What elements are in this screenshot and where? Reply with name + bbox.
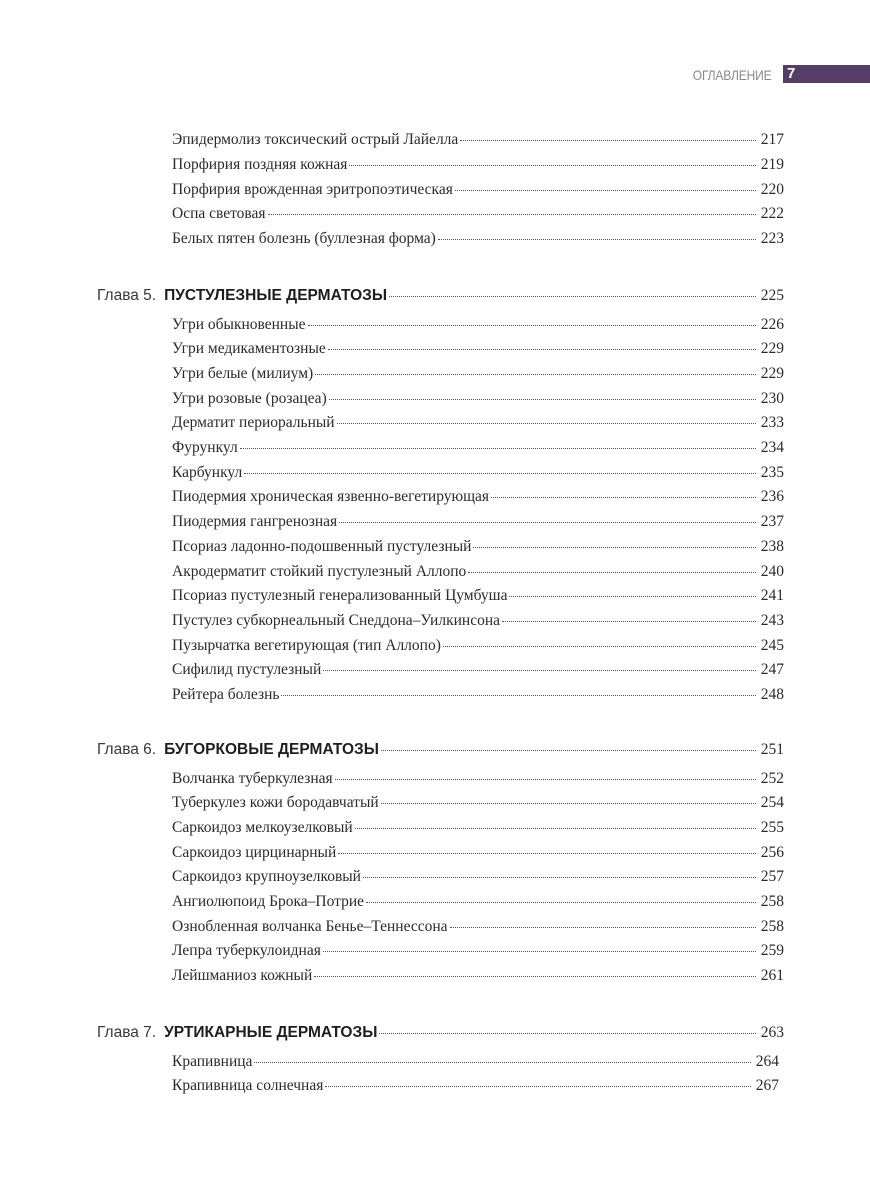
toc-entry-row[interactable] [172,683,784,705]
entry-title: Оспа световая [172,204,266,222]
page-ref: 267 [755,1077,779,1095]
entry-title: Лейшманиоз кожный [172,967,313,985]
entry-title: Ангиолюпоид Брока–Потрие [172,893,365,910]
entry-title: Пиодермия гангренозная [172,513,338,531]
toc-entry-row[interactable] [172,152,784,174]
toc-entry-row[interactable] [172,939,784,961]
dot-leader [337,408,756,425]
chapter-title: ПУСТУЛЕЗНЫЕ ДЕРМАТОЗЫ [164,286,388,304]
dot-leader [325,1071,751,1088]
page-number-tab [783,65,870,83]
entry-title: Дерматит периоральный [172,414,335,432]
page-ref: 252 [760,769,784,787]
dot-leader [473,531,756,548]
toc-entry-row[interactable] [172,964,784,986]
toc-entry-row[interactable] [172,633,784,655]
chapter-label: Глава 5. [97,286,157,304]
dot-leader [502,605,756,622]
page-ref: 257 [760,868,784,886]
dot-leader [268,198,756,215]
dot-leader [443,630,756,647]
section-title: ОГЛАВЛЕНИЕ [692,67,771,83]
page-ref: 254 [760,794,784,812]
entry-title: Порфирия поздняя кожная [172,155,348,173]
page-ref: 258 [760,893,784,910]
page-ref: 229 [760,364,784,382]
dot-leader [328,334,756,351]
entry-title: Эпидермолиз токсический острый Лайелла [172,130,459,148]
toc-entry-row[interactable] [172,791,784,813]
page-ref: 235 [760,463,784,481]
page-ref: 256 [760,843,784,861]
page-ref: 238 [760,537,784,555]
entry-title: Угри белые (милиум) [172,364,314,382]
page-ref: 264 [755,1052,779,1070]
page-number: 7 [787,65,796,82]
page-ref: 230 [760,389,784,407]
toc-entry-row[interactable] [172,226,784,248]
entry-title: Пиодермия хроническая язвенно-вегетирующая [172,488,490,506]
entry-title: Крапивница солнечная [172,1077,324,1095]
dot-leader [349,149,756,166]
page-ref: 236 [760,488,784,506]
chapter-label: Глава 7. [97,1023,157,1041]
dot-leader [491,482,756,499]
toc-entry-row[interactable] [172,485,784,507]
toc-entry-row[interactable] [172,127,784,149]
chapter-title: УРТИКАРНЫЕ ДЕРМАТОЗЫ [164,1023,378,1041]
toc-entry-row[interactable] [172,460,784,482]
chapter-title: БУГОРКОВЫЕ ДЕРМАТОЗЫ [164,740,379,758]
dot-leader [455,174,756,191]
page-ref: 219 [760,155,784,173]
dot-leader [281,680,756,697]
dot-leader [314,961,756,978]
toc-entry-row[interactable] [172,815,784,837]
page-ref: 217 [760,130,784,148]
entry-title: Угри медикаментозные [172,340,326,358]
dot-leader [366,887,756,904]
toc-entry-row[interactable] [172,1049,779,1071]
dot-leader [468,556,756,573]
toc-entry-row[interactable] [172,890,784,912]
toc-entry-row[interactable] [172,584,784,606]
toc-entry-row[interactable] [172,337,784,359]
dot-leader [323,936,756,953]
dot-leader [355,812,756,829]
dot-leader [329,383,756,400]
toc-entry-row[interactable] [172,411,784,433]
page-ref: 245 [760,636,784,654]
page-ref: 241 [760,587,784,605]
page-ref: 222 [760,204,784,222]
page-ref: 255 [760,818,784,836]
entry-title: Порфирия врожденная эритропоэтическая [172,180,453,198]
entry-title: Сифилид пустулезный [172,661,322,679]
page-ref: 226 [760,315,784,333]
toc-entry-row[interactable] [172,361,784,383]
entry-title: Угри розовые (розацеа) [172,389,327,407]
toc-chapter-row[interactable] [97,1020,784,1042]
entry-title: Белых пятен болезнь (буллезная форма) [172,229,436,247]
dot-leader [381,734,756,751]
chapter-label: Глава 6. [97,740,157,758]
page-ref: 243 [760,611,784,629]
running-header [0,65,870,84]
toc-entry-row[interactable] [172,658,784,680]
toc-entry-row[interactable] [172,914,784,936]
toc-entry-row[interactable] [172,840,784,862]
entry-title: Рейтера болезнь [172,686,280,703]
dot-leader [389,280,756,297]
page-ref: 251 [760,740,784,758]
dot-leader [308,309,756,326]
entry-title: Акродерматит стойкий пустулезный Аллопо [172,562,467,580]
page-ref: 237 [760,513,784,531]
entry-title: Туберкулез кожи бородавчатый [172,794,379,812]
page-ref: 240 [760,562,784,580]
dot-leader [450,911,756,928]
dot-leader [460,124,756,141]
page-ref: 220 [760,180,784,198]
entry-title: Волчанка туберкулезная [172,769,333,787]
page-ref: 259 [760,942,784,960]
dot-leader [363,862,756,879]
dot-leader [381,788,756,805]
page-ref: 248 [760,686,784,703]
toc-entry-row[interactable] [172,865,784,887]
toc-chapter-row[interactable] [97,737,784,759]
dot-leader [509,581,756,598]
page-ref: 247 [760,661,784,679]
entry-title: Карбункул [172,463,243,481]
toc-entry-row[interactable] [172,201,784,223]
entry-title: Пузырчатка вегетирующая (тип Аллопо) [172,636,441,654]
page-ref: 223 [760,229,784,247]
dot-leader [244,457,756,474]
entry-title: Саркоидоз мелкоузелковый [172,818,353,836]
dot-leader [315,358,756,375]
toc-entry-row[interactable] [172,177,784,199]
entry-title: Ознобленная волчанка Бенье–Теннессона [172,917,448,935]
entry-title: Саркоидоз цирцинарный [172,843,337,861]
page-ref: 234 [760,439,784,456]
toc-entry-row[interactable] [172,510,784,532]
page-ref: 225 [760,286,784,304]
dot-leader [323,655,756,672]
page-ref: 233 [760,414,784,432]
page-ref: 263 [760,1023,784,1041]
dot-leader [254,1046,751,1063]
toc-entry-row[interactable] [172,1074,779,1096]
toc-entry-row[interactable] [172,534,784,556]
page-ref: 229 [760,340,784,358]
entry-title: Саркоидоз крупноузелковый [172,868,361,886]
entry-title: Фурункул [172,439,238,456]
entry-title: Угри обыкновенные [172,315,306,333]
toc-entry-row[interactable] [172,386,784,408]
page-ref: 261 [760,967,784,985]
dot-leader [438,223,756,240]
toc-chapter-row[interactable] [97,283,784,305]
entry-title: Крапивница [172,1052,253,1070]
entry-title: Лепра туберкулоидная [172,942,321,960]
entry-title: Псориаз ладонно-подошвенный пустулезный [172,537,472,555]
toc-entry-row[interactable] [172,436,784,458]
toc-entry-row[interactable] [172,312,784,334]
toc-entry-row[interactable] [172,608,784,630]
toc-entry-row[interactable] [172,559,784,581]
dot-leader [339,507,756,524]
dot-leader [338,837,756,854]
entry-title: Пустулез субкорнеальный Снеддона–Уилкинсона [172,611,500,629]
entry-title: Псориаз пустулезный генерализованный Цумбуша [172,587,508,605]
dot-leader [379,1017,756,1034]
dot-leader [335,763,756,780]
dot-leader [240,433,756,450]
toc-entry-row[interactable] [172,766,784,788]
page-ref: 258 [760,917,784,935]
